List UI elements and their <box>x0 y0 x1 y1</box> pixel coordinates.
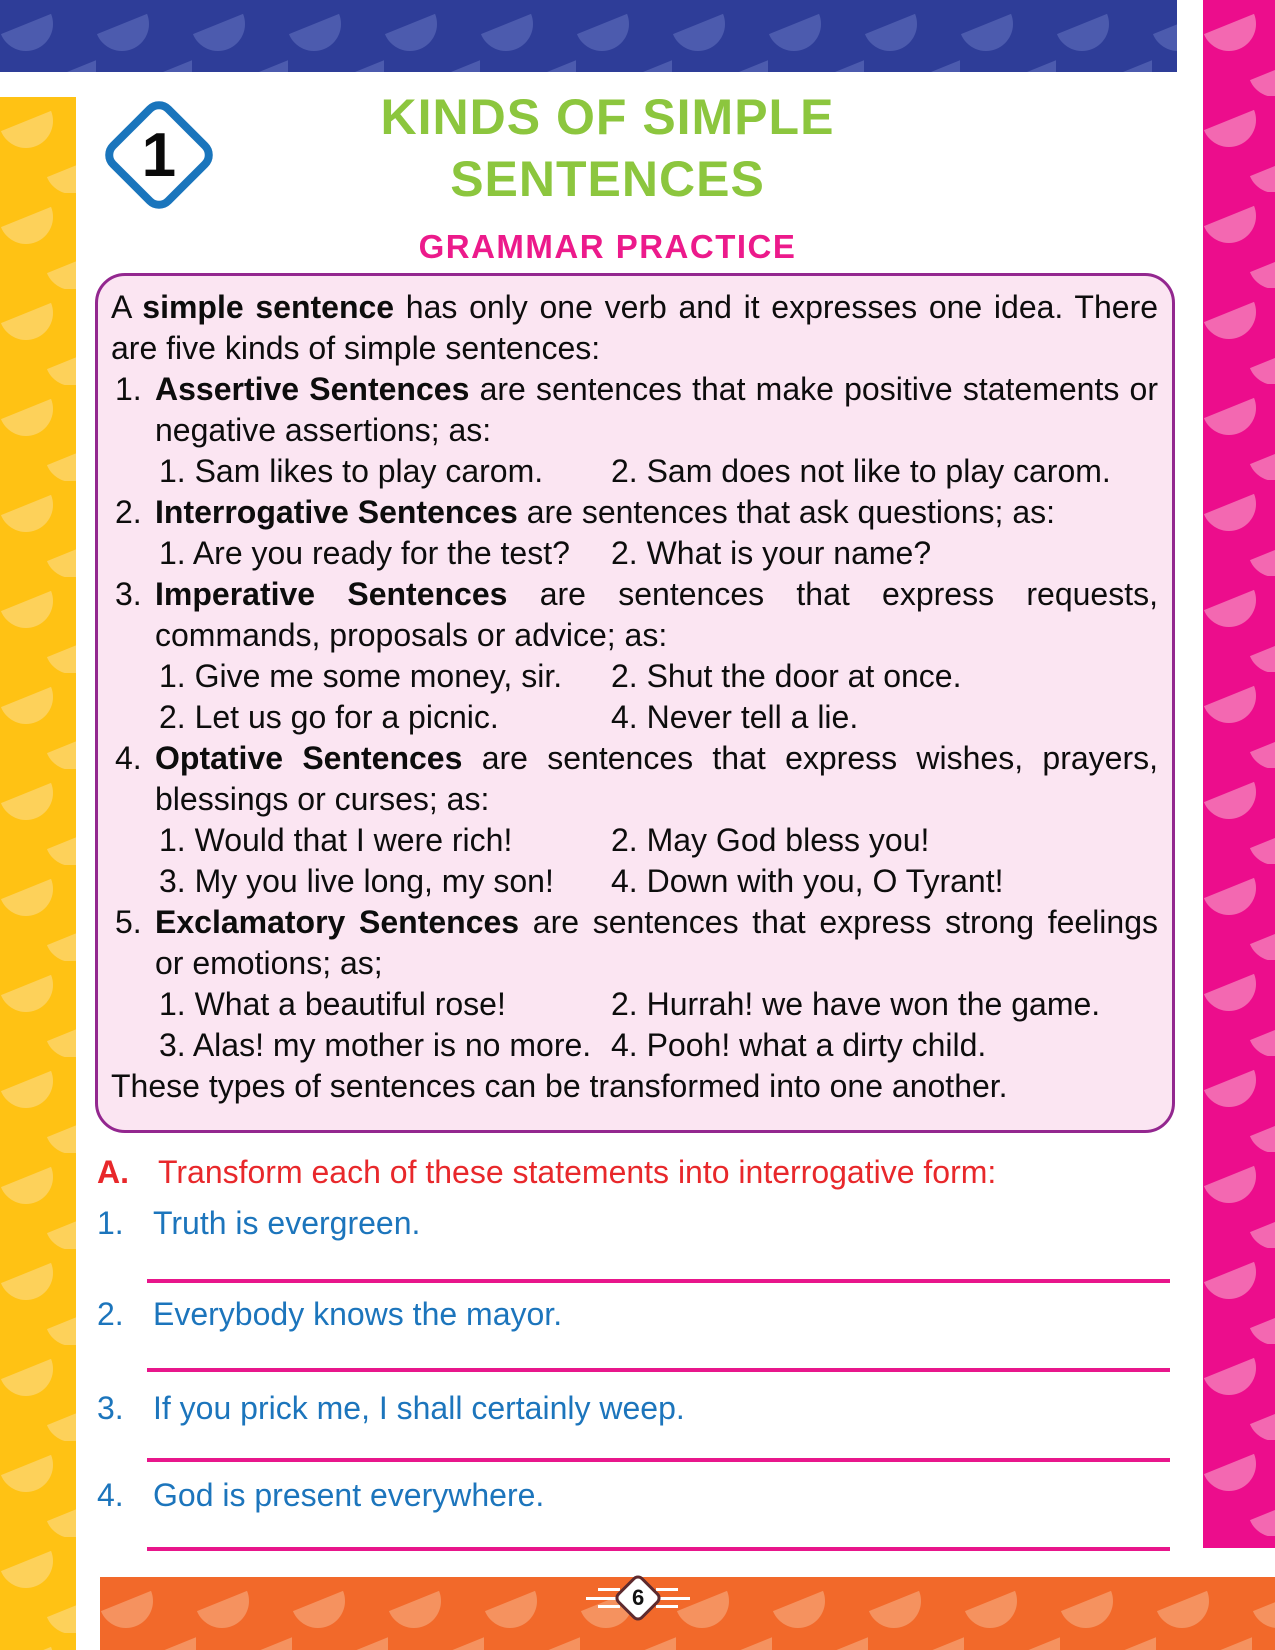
exercise-item <box>95 1294 1175 1376</box>
answer-line <box>147 1547 1170 1551</box>
exercise-item-number: 4. <box>97 1477 124 1513</box>
intro-post: has only one verb and it expresses one idea. There are five kinds of simple sentences: <box>111 289 1159 366</box>
exercise-label: A. <box>97 1154 129 1190</box>
kind-title: Interrogative Sentences <box>155 494 518 530</box>
kind-number: 4. <box>115 740 142 776</box>
answer-line <box>147 1279 1170 1283</box>
kind-number: 3. <box>115 576 142 612</box>
page-title-line1: KINDS OF SIMPLE <box>380 89 835 145</box>
example-sentence: 3. Alas! my mother is no more. <box>159 1027 592 1063</box>
answer-line <box>147 1368 1170 1372</box>
example-sentence: 4. Pooh! what a dirty child. <box>611 1027 987 1063</box>
kind-description: are sentences that ask questions; as: <box>517 494 1055 530</box>
exercise-item-text: Truth is evergreen. <box>153 1205 421 1241</box>
example-sentence: 1. Would that I were rich! <box>159 822 513 858</box>
example-sentence: 3. My you live long, my son! <box>159 863 554 899</box>
example-sentence: 1. What a beautiful rose! <box>159 986 506 1022</box>
exercise-item-text: Everybody knows the mayor. <box>153 1296 563 1332</box>
exercise-item-number: 1. <box>97 1205 124 1241</box>
example-sentence: 4. Down with you, O Tyrant! <box>611 863 1004 899</box>
intro-term: simple sentence <box>142 289 395 325</box>
example-sentence: 2. Hurrah! we have won the game. <box>611 986 1101 1022</box>
page-number-right-lines <box>656 1588 690 1608</box>
exercise-item-number: 3. <box>97 1390 124 1426</box>
kind-number: 1. <box>115 371 142 407</box>
kind-number: 5. <box>115 904 142 940</box>
definition-outro: These types of sentences can be transformed into one another. <box>111 1068 1008 1104</box>
example-sentence: 2. May God bless you! <box>611 822 930 858</box>
exercise-item-text: God is present everywhere. <box>153 1477 545 1513</box>
kind-description: are sentences that make positive statements or negative assertions; as: <box>155 371 1159 448</box>
exercise-item-number: 2. <box>97 1296 124 1332</box>
exercise-item <box>95 1203 1175 1285</box>
kind-description: are sentences that express wishes, prayers, blessings or curses; as: <box>155 740 1159 817</box>
kind-title: Exclamatory Sentences <box>155 904 520 940</box>
kind-title: Assertive Sentences <box>155 371 470 407</box>
kind-number: 2. <box>115 494 142 530</box>
chapter-number: 1 <box>141 120 177 190</box>
kind-title: Imperative Sentences <box>155 576 508 612</box>
example-sentence: 2. Let us go for a picnic. <box>159 699 499 735</box>
page-subtitle: GRAMMAR PRACTICE <box>418 228 797 265</box>
intro-pre: A <box>111 289 143 325</box>
example-sentence: 1. Give me some money, sir. <box>159 658 563 694</box>
kind-title: Optative Sentences <box>155 740 463 776</box>
page-title-line2: SENTENCES <box>450 151 765 207</box>
exercise-item <box>95 1388 1175 1470</box>
example-sentence: 2. Sam does not like to play carom. <box>611 453 1111 489</box>
exercise-item <box>95 1475 1175 1557</box>
exercise-instruction: Transform each of these statements into interrogative form: <box>158 1154 997 1190</box>
page-number: 6 <box>631 1585 645 1610</box>
answer-line <box>147 1458 1170 1462</box>
kind-description: are sentences that express strong feelings or emotions; as; <box>155 904 1158 981</box>
example-sentence: 4. Never tell a lie. <box>611 699 859 735</box>
example-sentence: 1. Are you ready for the test? <box>159 535 570 571</box>
kind-description: are sentences that express requests, commands, proposals or advice; as: <box>155 576 1159 653</box>
example-sentence: 2. Shut the door at once. <box>611 658 962 694</box>
example-sentence: 1. Sam likes to play carom. <box>159 453 544 489</box>
example-sentence: 2. What is your name? <box>611 535 932 571</box>
exercise-item-text: If you prick me, I shall certainly weep. <box>153 1390 685 1426</box>
